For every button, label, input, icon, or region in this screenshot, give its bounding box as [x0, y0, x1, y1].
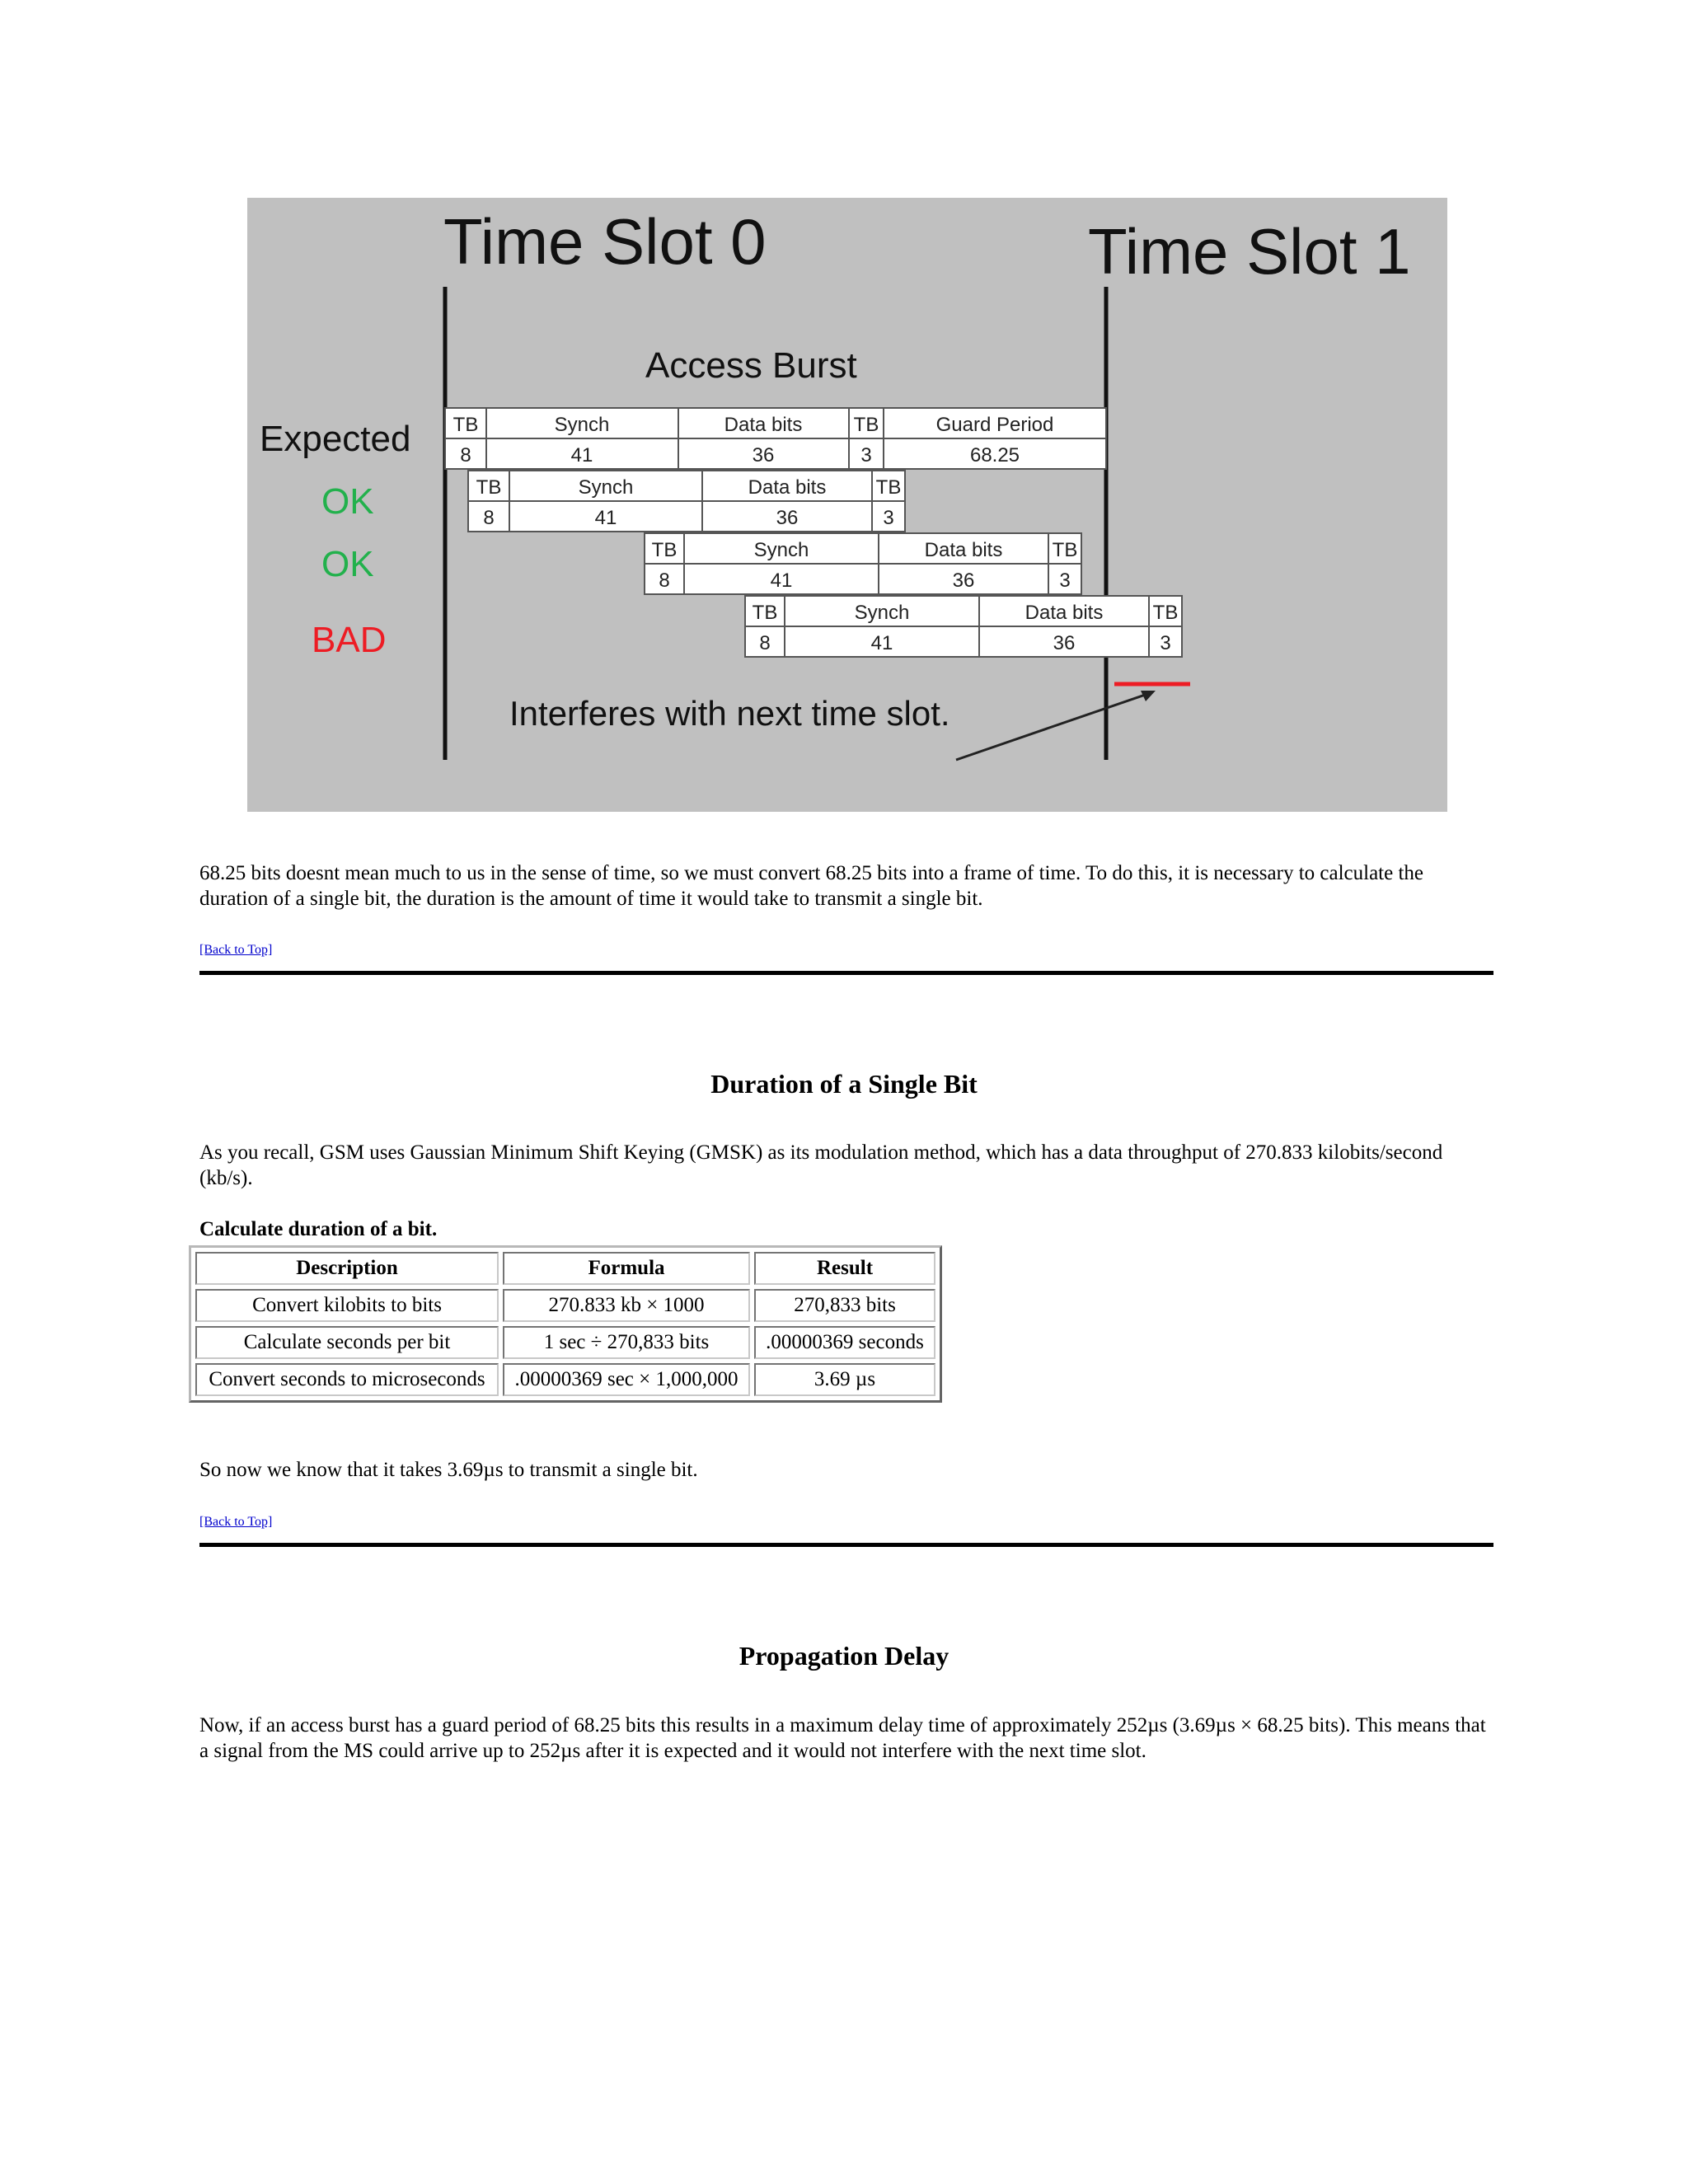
cell-synch: Synch: [578, 476, 634, 499]
interference-note: Interferes with next time slot.: [509, 694, 950, 733]
burst-row-expected: [445, 408, 1106, 469]
burst-row-ok-2: [645, 533, 1081, 594]
cell-value: 3: [883, 507, 894, 529]
cell-data-bits: Data bits: [724, 414, 803, 436]
cell-value: 3: [1160, 632, 1171, 654]
burst-row-bad: [745, 596, 1182, 657]
section-divider: [199, 1543, 1493, 1547]
paragraph-gmsk-intro: As you recall, GSM uses Gaussian Minimum Shift Keying (GMSK) as its modulation method, which has a data throughput of 270.833 kilobits/second (kb/s).: [199, 1141, 1443, 1189]
paragraph-bit-duration-conclusion: So now we know that it takes 3.69µs to transmit a single bit.: [199, 1459, 698, 1481]
cell-value: 8: [460, 444, 471, 466]
arrow-line: [956, 692, 1152, 760]
cell-synch: Synch: [854, 602, 910, 624]
cell-tb: TB: [452, 414, 479, 436]
cell-data-bits: Data bits: [924, 539, 1003, 561]
row-label-ok-1: OK: [321, 481, 374, 522]
table-row: [195, 1289, 935, 1322]
cell-tb: TB: [752, 602, 778, 624]
table-row: [195, 1363, 935, 1396]
paragraph-convert-bits: 68.25 bits doesnt mean much to us in the sense of time, so we must convert 68.25 bits into a frame of time. To do this, it is necessary to calculate the duration of a single bit, the duration is the amount of time it would take to transmit a single bit.: [199, 862, 1423, 910]
access-burst-diagram: [247, 198, 1447, 812]
cell-result: .00000369 seconds: [754, 1326, 935, 1359]
cell-value: 3: [1059, 569, 1071, 592]
cell-value: 36: [952, 569, 975, 592]
cell-value: 8: [483, 507, 495, 529]
section-title-propagation: Propagation Delay: [738, 1641, 950, 1671]
cell-tb: TB: [1152, 602, 1179, 624]
row-label-expected: Expected: [260, 419, 411, 459]
cell-value: 36: [1053, 632, 1076, 654]
cell-value: 8: [659, 569, 670, 592]
cell-description: Convert seconds to microseconds: [195, 1363, 499, 1396]
section-title-duration: Duration of a Single Bit: [710, 1069, 978, 1099]
cell-result: 270,833 bits: [754, 1289, 935, 1322]
cell-value: 41: [870, 632, 893, 654]
header-description: Description: [195, 1252, 499, 1285]
cell-description: Convert kilobits to bits: [195, 1289, 499, 1322]
row-label-ok-2: OK: [321, 544, 374, 584]
table-row: [195, 1326, 935, 1359]
section-divider: [199, 971, 1493, 975]
back-to-top-link[interactable]: [Back to Top]: [199, 943, 273, 957]
cell-value: 36: [752, 444, 775, 466]
table-header-row: [195, 1252, 935, 1285]
cell-value: 41: [570, 444, 593, 466]
cell-synch: Synch: [753, 539, 809, 561]
cell-guard-period: Guard Period: [935, 414, 1054, 436]
cell-formula: .00000369 sec × 1,000,000: [503, 1363, 750, 1396]
time-slot-1-title: Time Slot 1: [1088, 215, 1411, 288]
cell-data-bits: Data bits: [1025, 602, 1104, 624]
cell-formula: 270.833 kb × 1000: [503, 1289, 750, 1322]
cell-tb: TB: [476, 476, 502, 499]
access-burst-title: Access Burst: [645, 345, 857, 386]
cell-formula: 1 sec ÷ 270,833 bits: [503, 1326, 750, 1359]
cell-value: 41: [594, 507, 617, 529]
cell-value: 8: [759, 632, 771, 654]
cell-synch: Synch: [554, 414, 610, 436]
cell-result: 3.69 µs: [754, 1363, 935, 1396]
cell-value: 68.25: [969, 444, 1020, 466]
paragraph-propagation-delay: Now, if an access burst has a guard period of 68.25 bits this results in a maximum delay time of approximately 252µs (3.69µs × 68.25 bits). This means that a signal from the MS could arrive up to 252µs after it is expected and it would not interfere with the next time slot.: [199, 1714, 1486, 1762]
cell-tb: TB: [651, 539, 678, 561]
header-result: Result: [754, 1252, 935, 1285]
row-label-bad: BAD: [312, 620, 387, 660]
back-to-top-link[interactable]: [Back to Top]: [199, 1515, 273, 1529]
time-slot-0-title: Time Slot 0: [443, 205, 767, 278]
access-burst-figure: [247, 198, 1447, 812]
cell-value: 3: [860, 444, 872, 466]
burst-row-ok-1: [468, 471, 905, 532]
cell-description: Calculate seconds per bit: [195, 1326, 499, 1359]
cell-tb: TB: [1052, 539, 1078, 561]
header-formula: Formula: [503, 1252, 750, 1285]
table-caption: Calculate duration of a bit.: [199, 1218, 438, 1240]
bit-duration-table: [189, 1245, 942, 1403]
cell-data-bits: Data bits: [748, 476, 827, 499]
cell-value: 41: [770, 569, 793, 592]
cell-tb: TB: [853, 414, 879, 436]
cell-value: 36: [776, 507, 799, 529]
cell-tb: TB: [875, 476, 902, 499]
